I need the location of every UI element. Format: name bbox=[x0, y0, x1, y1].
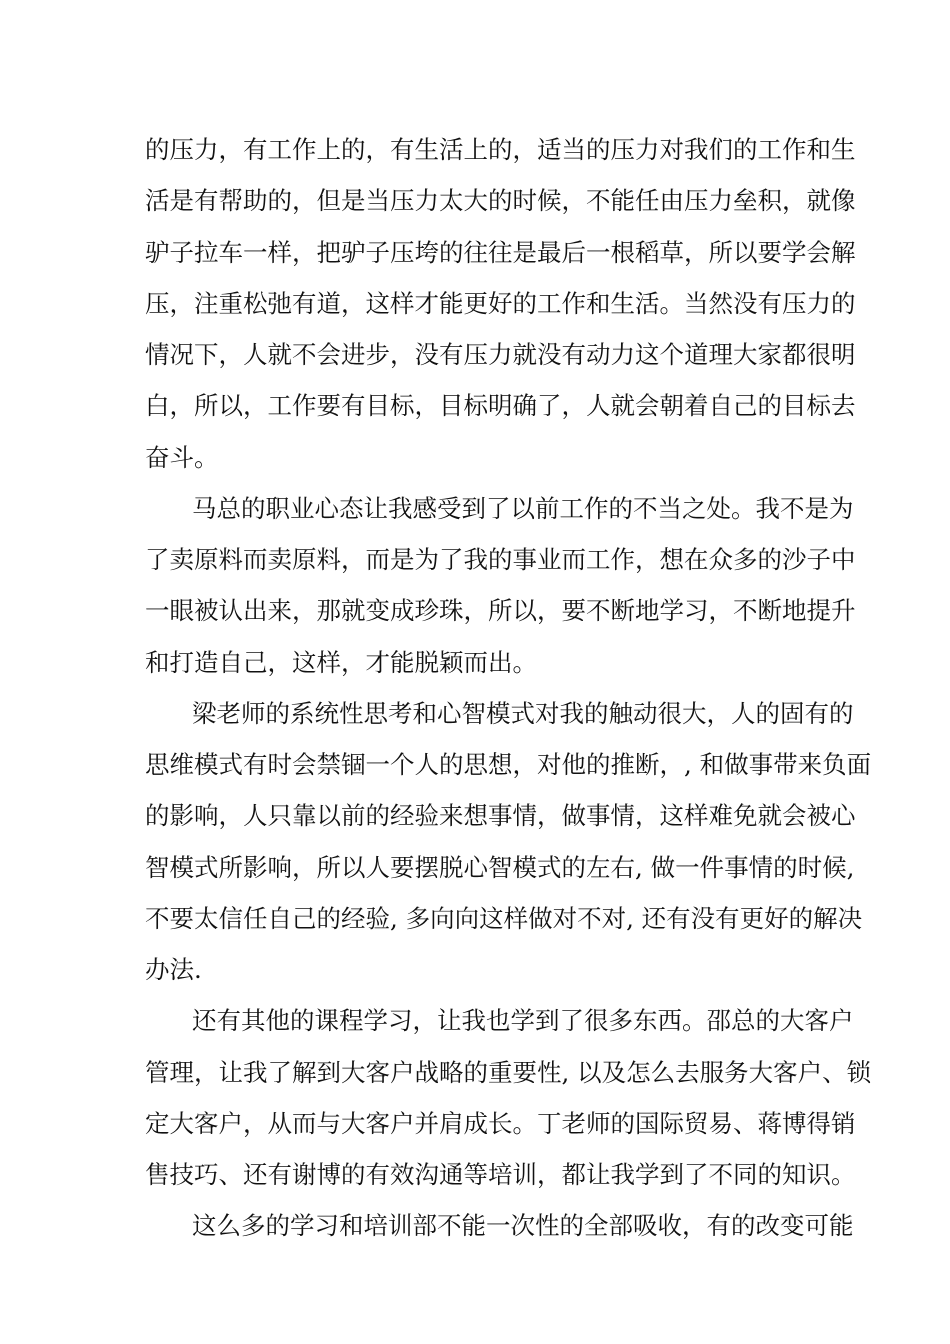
text-line: 情况下，人就不会进步，没有压力就没有动力这个道理大家都很明 bbox=[145, 340, 856, 369]
paragraph bbox=[145, 1200, 854, 1251]
text-line: 办法. bbox=[145, 955, 202, 984]
paragraph bbox=[145, 688, 872, 996]
text-line: 智模式所影响，所以人要摆脱心智模式的左右, 做一件事情的时候, bbox=[145, 852, 855, 882]
body-text bbox=[145, 124, 872, 1252]
text-line: 活是有帮助的，但是当压力太大的时候，不能任由压力垒积，就像 bbox=[145, 186, 856, 216]
text-line: 思维模式有时会禁锢一个人的思想，对他的推断，, 和做事带来负面 bbox=[145, 750, 872, 779]
text-line: 了卖原料而卖原料，而是为了我的事业而工作，想在众多的沙子中 bbox=[145, 545, 856, 574]
text-line: 驴子拉车一样，把驴子压垮的往往是最后一根稻草，所以要学会解 bbox=[145, 237, 856, 267]
text-line: 的压力，有工作上的，有生活上的，适当的压力对我们的工作和生 bbox=[145, 135, 856, 164]
text-line: 还有其他的课程学习，让我也学到了很多东西。邵总的大客户 bbox=[192, 1006, 854, 1036]
text-line: 和打造自己，这样，才能脱颖而出。 bbox=[145, 647, 537, 677]
text-line: 白，所以，工作要有目标，目标明确了，人就会朝着自己的目标去 bbox=[145, 391, 856, 421]
paragraph bbox=[145, 124, 856, 483]
text-line: 马总的职业心态让我感受到了以前工作的不当之处。我不是为 bbox=[192, 493, 854, 523]
text-line: 的影响，人只靠以前的经验来想事情，做事情，这样难免就会被心 bbox=[145, 801, 856, 831]
text-line: 管理，让我了解到大客户战略的重要性, 以及怎么去服务大客户、锁 bbox=[145, 1057, 872, 1087]
text-line: 一眼被认出来，那就变成珍珠，所以，要不断地学习，不断地提升 bbox=[145, 596, 856, 626]
text-line: 奋斗。 bbox=[145, 442, 219, 472]
paragraph bbox=[145, 483, 856, 688]
text-line: 压，注重松弛有道，这样才能更好的工作和生活。当然没有压力的 bbox=[145, 288, 856, 318]
text-line: 不要太信任自己的经验, 多向向这样做对不对, 还有没有更好的解决 bbox=[145, 903, 863, 933]
text-line: 售技巧、还有谢博的有效沟通等培训，都让我学到了不同的知识。 bbox=[145, 1160, 856, 1189]
text-line: 这么多的学习和培训部不能一次性的全部吸收，有的改变可能 bbox=[192, 1211, 854, 1241]
paragraph bbox=[145, 995, 872, 1200]
text-line: 定大客户，从而与大客户并肩成长。丁老师的国际贸易、蒋博得销 bbox=[145, 1108, 856, 1138]
text-line: 梁老师的系统性思考和心智模式对我的触动很大，人的固有的 bbox=[192, 698, 854, 728]
